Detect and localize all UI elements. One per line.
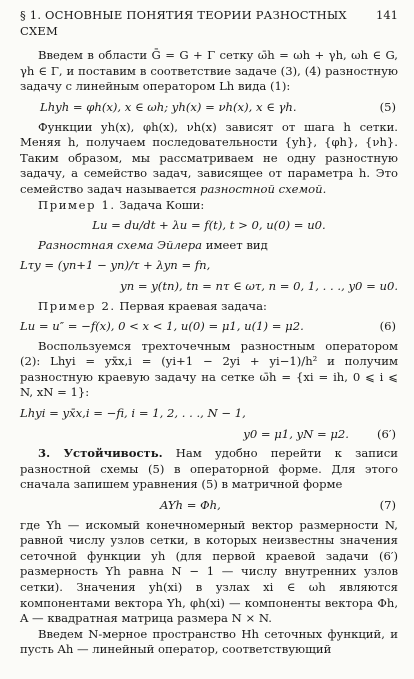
equation-euler-2-body: yn = y(tn), tn = nτ ∈ ωτ, n = 0, 1, . . ., y0 = u0. (120, 278, 398, 293)
three-point-operator-paragraph: Воспользуемся трехточечным разностным оператором (2): Lhyi = yx̄x,i = (yi+1 − 2yi + yi−1)/h² и получим разностную краевую задачу на сетке ω̄h = {xi = ih, 0 ⩽ i ⩽ N, xN = 1}: (20, 338, 398, 400)
example-1-title: Задача Коши: (119, 197, 205, 212)
section-3-heading: 3. Устойчивость. (38, 446, 163, 461)
equation-6prime-line-2 (20, 427, 398, 443)
example-2-label: Пример 2. (38, 298, 116, 313)
equation-cauchy-body: Lu = du/dt + λu = f(t), t > 0, u(0) = u0. (92, 218, 326, 233)
section-3-text: Нам удобно перейти к записи разностной схемы (5) в операторной форме. Для этого сначала запишем уравнения (5) в матричной форме (20, 446, 398, 492)
example-2-heading (20, 299, 398, 315)
scheme-definition-text: Функции yh(x), φh(x), νh(x) зависят от шага h сетки. Меняя h, получаем последовательности {yh}, {φh}, {νh}. Таким образом, мы рассматриваем не одну разностную задачу, а семейство задач, зависящее от параметра h. Это семейство задач называется (20, 119, 398, 196)
running-title: § 1. ОСНОВНЫЕ ПОНЯТИЯ ТЕОРИИ РАЗНОСТНЫХ СХЕМ (20, 8, 347, 38)
euler-intro (20, 238, 398, 254)
vector-description-paragraph: где Yh — искомый конечномерный вектор размерности N, равной числу узлов сетки, в которых неизвестны значения сеточной функции yh (для первой краевой задачи (6′) размерность Yh равна N − 1 — числу внутренних узлов сетки). Значения yh(xi) в узлах xi ∈ ωh являются компонентами вектора Yh, φh(xi) — компоненты вектора Φh, A — квадратная матрица размера N × N. (20, 517, 398, 626)
example-2-title: Первая краевая задача: (119, 298, 267, 313)
example-1-heading (20, 198, 398, 214)
equation-7-body: AYh = Φh, (160, 498, 221, 513)
section-3-paragraph (20, 446, 398, 493)
equation-6prime-number: (6′) (376, 426, 396, 441)
space-definition-paragraph: Введем N-мерное пространство Hh сеточных функций, и пусть Ah — линейный оператор, соответствующий (20, 626, 398, 657)
euler-intro-rest: имеет вид (202, 237, 268, 252)
equation-5-number: (5) (379, 99, 396, 114)
equation-6-number: (6) (379, 319, 396, 334)
equation-cauchy (20, 218, 398, 234)
euler-scheme-term: Разностная схема Эйлера (38, 237, 203, 252)
book-page (20, 8, 398, 658)
equation-euler-2 (20, 279, 398, 295)
intro-paragraph: Введем в области Ḡ = G + Γ сетку ω̄h = ωh + γh, ωh ∈ G, γh ∈ Γ, и поставим в соответствие задаче (3), (4) разностную задачу с линейным оператором Lh вида (1): (20, 48, 398, 94)
equation-7 (20, 498, 398, 514)
scheme-definition-paragraph (20, 120, 398, 198)
page-header (20, 8, 398, 39)
page-number: 141 (376, 8, 398, 22)
equation-euler-1-body: Lτy = (yn+1 − yn)/τ + λyn = fn, (20, 258, 211, 273)
equation-7-number: (7) (379, 498, 396, 513)
equation-6prime-line-1-body: Lhyi = yx̄x,i = −fi, i = 1, 2, . . ., N − 1, (20, 406, 246, 421)
equation-5 (20, 100, 398, 116)
example-1-label: Пример 1. (38, 197, 116, 212)
equation-6-body: Lu = u″ = −f(x), 0 < x < 1, u(0) = μ1, u(1) = μ2. (20, 319, 304, 334)
equation-5-body: Lhyh = φh(x), x ∈ ωh; yh(x) = νh(x), x ∈ γh. (40, 99, 297, 114)
equation-6prime-line-1 (20, 406, 398, 422)
scheme-term: разностной схемой. (200, 181, 327, 196)
equation-6 (20, 319, 398, 335)
equation-euler-1 (20, 258, 398, 274)
equation-6prime-line-2-body: y0 = μ1, yN = μ2. (243, 426, 349, 441)
